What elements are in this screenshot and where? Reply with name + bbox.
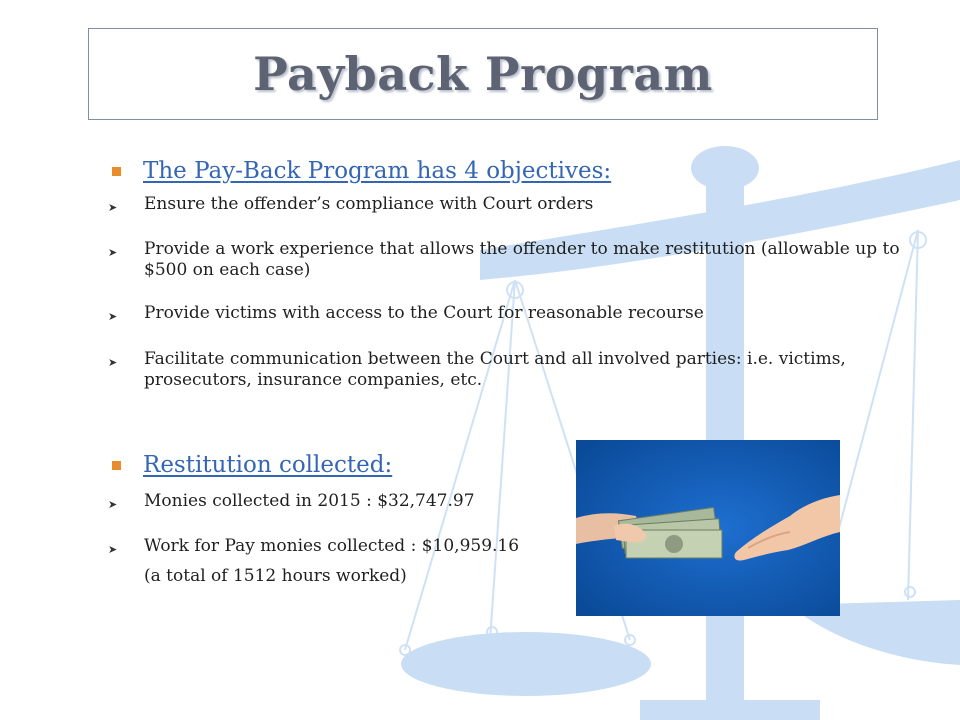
hours-note: (a total of 1512 hours worked) bbox=[144, 566, 407, 586]
list-item bbox=[108, 194, 904, 218]
arrow-bullet-icon: ➤ bbox=[108, 246, 118, 259]
restitution-heading: Restitution collected: bbox=[143, 452, 393, 478]
square-bullet-icon bbox=[112, 167, 121, 176]
list-item-text: Work for Pay monies collected : $10,959.16 bbox=[144, 536, 520, 556]
list-item-text: Monies collected in 2015 : $32,747.97 bbox=[144, 491, 475, 511]
square-bullet-icon bbox=[112, 461, 121, 470]
money-exchange-photo bbox=[576, 440, 840, 616]
slide-title: Payback Program bbox=[253, 47, 713, 101]
arrow-bullet-icon: ➤ bbox=[108, 356, 118, 369]
title-box bbox=[88, 28, 878, 120]
arrow-bullet-icon: ➤ bbox=[108, 498, 118, 511]
arrow-bullet-icon: ➤ bbox=[108, 310, 118, 323]
list-item-text: Provide victims with access to the Court for reasonable recourse bbox=[144, 303, 704, 323]
list-item bbox=[108, 349, 904, 391]
objectives-heading: The Pay-Back Program has 4 objectives: bbox=[143, 158, 612, 184]
list-item-text: Provide a work experience that allows the offender to make restitution (allowable up to $500 on each case) bbox=[144, 239, 900, 280]
list-item bbox=[108, 239, 904, 281]
arrow-bullet-icon: ➤ bbox=[108, 543, 118, 556]
arrow-bullet-icon: ➤ bbox=[108, 201, 118, 214]
objectives-heading-row bbox=[112, 158, 611, 184]
restitution-heading-row bbox=[112, 452, 392, 478]
list-item bbox=[108, 303, 904, 327]
list-item-text: Facilitate communication between the Court and all involved parties: i.e. victims, prosecutors, insurance companies, etc. bbox=[144, 349, 846, 390]
list-item-text: Ensure the offender’s compliance with Court orders bbox=[144, 194, 594, 214]
